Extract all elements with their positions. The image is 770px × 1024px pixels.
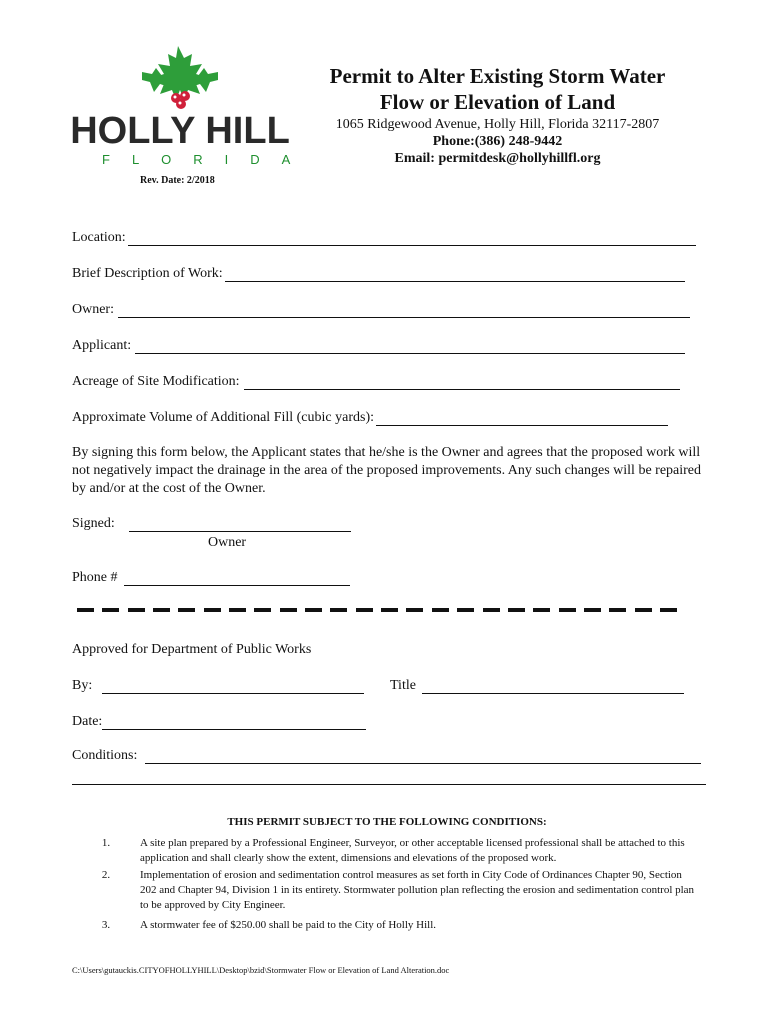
applicant-field[interactable] — [135, 339, 685, 354]
signed-label: Signed: — [72, 516, 115, 531]
condition-text: A site plan prepared by a Professional Engineer, Surveyor, or other acceptable licensed professional shall be attached to this application and shall clearly show the extent, dimensions and elevations of the proposed work. — [140, 837, 685, 864]
phone-label: Phone # — [72, 570, 118, 585]
condition-text: Implementation of erosion and sedimentation control measures as set forth in City Code of Ordinances Chapter 90, Section 202 and Chapter 94, Division 1 in its entirety. Stormwater pollution plan reflecting the erosion and sedimentation control plan to be approved by City Engineer. — [140, 869, 695, 911]
conditions-field-line-2[interactable] — [72, 784, 706, 785]
signature-field[interactable] — [129, 517, 351, 532]
condition-text: A stormwater fee of $250.00 shall be paid to the City of Holly Hill. — [140, 919, 437, 931]
description-field[interactable] — [225, 267, 685, 282]
by-label: By: — [72, 678, 93, 693]
owner-statement: By signing this form below, the Applicant states that he/she is the Owner and agrees that the proposed work will not negatively impact the drainage in the area of the proposed improvements. Any such changes will be repaired by and/or at the cost of the Owner. — [72, 445, 702, 496]
conditions-title: THIS PERMIT SUBJECT TO THE FOLLOWING CONDITIONS: — [227, 816, 547, 828]
title-label: Title — [390, 678, 416, 693]
file-path-footer: C:\Users\gutauckis.CITYOFHOLLYHILL\Desktop\bzid\Stormwater Flow or Elevation of Land Alteration.doc — [72, 965, 450, 975]
date-label: Date: — [72, 714, 103, 729]
acreage-field[interactable] — [244, 375, 680, 390]
condition-number: 2. — [101, 869, 111, 881]
holly-hill-logo — [70, 44, 313, 174]
holly-leaf-icon — [140, 44, 220, 110]
title-line-1: Permit to Alter Existing Storm Water — [329, 64, 666, 88]
conditions-label: Conditions: — [72, 748, 138, 763]
volume-label: Approximate Volume of Additional Fill (cubic yards): — [72, 410, 374, 425]
applicant-label: Applicant: — [72, 338, 132, 353]
phone-field[interactable] — [124, 571, 350, 586]
condition-item — [72, 918, 702, 933]
owner-field[interactable] — [118, 303, 690, 318]
date-field[interactable] — [102, 715, 366, 730]
dashed-separator — [77, 608, 677, 614]
owner-caption: Owner — [208, 535, 247, 550]
by-row — [72, 678, 364, 694]
revision-date: Rev. Date: 2/2018 — [140, 175, 215, 186]
phone: Phone:(386) 248-9442 — [432, 134, 563, 149]
owner-label: Owner: — [72, 302, 114, 317]
email: Email: permitdesk@hollyhillfl.org — [394, 151, 601, 166]
by-field[interactable] — [102, 679, 364, 694]
conditions-row — [72, 748, 701, 764]
location-field[interactable] — [128, 231, 696, 246]
acreage-row — [72, 374, 680, 390]
signed-row — [72, 516, 351, 532]
date-row — [72, 714, 366, 730]
volume-field[interactable] — [376, 411, 668, 426]
applicant-row — [72, 338, 685, 354]
location-label: Location: — [72, 230, 126, 245]
contact-block — [300, 116, 695, 167]
logo-wordmark: HOLLY HILL — [70, 110, 290, 152]
title-line-2: Flow or Elevation of Land — [379, 90, 616, 114]
address: 1065 Ridgewood Avenue, Holly Hill, Florida 32117-2807 — [335, 117, 660, 132]
location-row — [72, 230, 696, 246]
description-row — [72, 266, 685, 282]
phone-row — [72, 570, 350, 586]
page-title — [300, 63, 695, 115]
acreage-label: Acreage of Site Modification: — [72, 374, 240, 389]
condition-item — [72, 868, 702, 913]
volume-row — [72, 410, 668, 426]
owner-row — [72, 302, 690, 318]
condition-number: 1. — [101, 837, 111, 849]
conditions-field[interactable] — [145, 749, 701, 764]
description-label: Brief Description of Work: — [72, 266, 223, 281]
condition-number: 3. — [101, 919, 111, 931]
condition-item — [72, 836, 702, 866]
title-field[interactable] — [422, 679, 684, 694]
title-row — [390, 678, 684, 694]
approval-heading: Approved for Department of Public Works — [72, 642, 312, 657]
logo-subtitle: FLORIDA — [102, 152, 313, 167]
